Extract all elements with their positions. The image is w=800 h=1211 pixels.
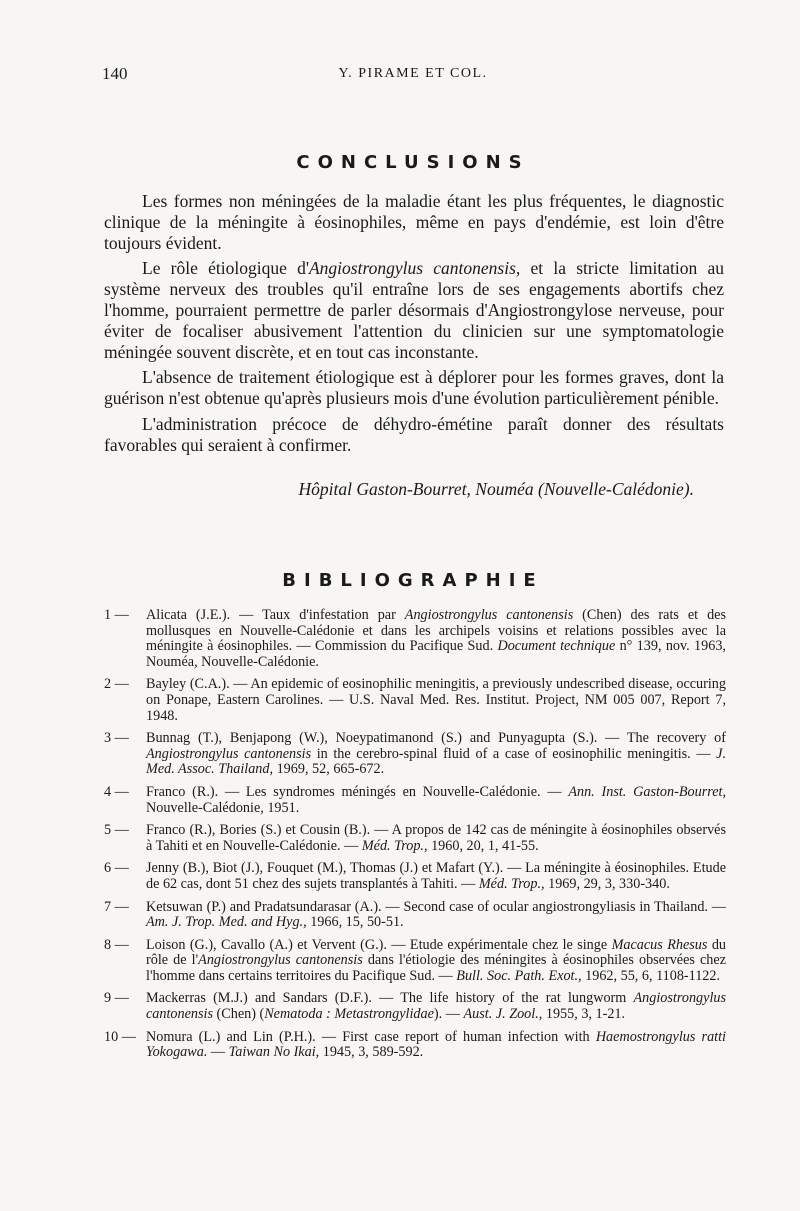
bibliography-italic-segment: Angiostrongylus cantonensis [146,745,312,762]
bibliography-entry [104,731,726,778]
bibliography-italic-segment: Angiostrongylus cantonensis [404,607,574,623]
bibliography-entry [104,861,726,892]
bibliography-entry [104,991,726,1022]
bibliography-italic-segment: Méd. Trop., [361,837,428,854]
running-head: Y. PIRAME ET COL. [338,66,488,81]
bibliography-text-segment: 1966, 15, 50-51. [306,914,404,931]
bibliography-italic-segment: Ann. Inst. Gaston-Bourret, [568,783,726,800]
page-header [102,64,724,86]
bibliography-text-segment: in the cerebro-spinal fluid of a case of eosinophilic meningitis. — [311,745,717,762]
bibliography-italic-segment: Haemostrongylus ratti Yokogawa. [146,1028,726,1061]
bibliography-text-segment: du rôle de l' [146,936,727,969]
bibliography-list [104,608,726,1068]
bibliography-entry [104,785,726,816]
bibliography-text-segment: Nomura (L.) and Lin (P.H.). — First case report of human infection with [146,1028,596,1045]
bibliography-text-segment: 1960, 20, 1, 41-55. [427,837,539,854]
bibliography-title: BIBLIOGRAPHIE [282,570,544,591]
bibliography-text-segment: Franco (R.), Bories (S.) et Cousin (B.). — A propos de 142 cas de méningite à éosinophiles observés à Tahiti et en Nouvelle-Calédonie. — [146,822,726,854]
conclusions-title: CONCLUSIONS [296,152,530,173]
bibliography-entry-number: 9 — [104,990,129,1007]
bibliography-entry-number: 4 — [104,783,129,800]
bibliography-text-segment: 1962, 55, 6, 1108-1122. [581,967,721,984]
bibliography-italic-segment: Angiostrongylus cantonensis [146,990,726,1023]
bibliography-text-segment: 1969, 29, 3, 330-340. [544,875,670,892]
bibliography-italic-segment: Document technique [497,638,616,655]
bibliography-entry-number: 5 — [104,822,129,839]
bibliography-entry-number: 2 — [104,676,129,693]
bibliography-text-segment: (Chen) ( [213,1006,265,1023]
bibliography-entry-number: 8 — [104,936,129,953]
conclusions-paragraph-3: L'absence de traitement étiologique est à déplorer pour les formes graves, dont la guérison n'est obtenue qu'après plusieurs mois d'une évolution particulièrement pénible. [104,367,724,409]
bibliography-text-segment: Bunnag (T.), Benjapong (W.), Noeypatimanond (S.) and Punyagupta (S.). — The recovery of [146,730,726,747]
bibliography-text-segment: Mackerras (M.J.) and Sandars (D.F.). — The life history of the rat lungworm [146,990,634,1007]
bibliography-italic-segment: Taiwan No Ikai, [228,1044,320,1061]
bibliography-entry [104,938,726,985]
bibliography-entry [104,900,726,931]
bibliography-italic-segment: Bull. Soc. Path. Exot., [456,967,582,984]
bibliography-entry [104,677,726,724]
bibliography-entry [104,823,726,854]
bibliography-entry-number: 7 — [104,898,129,915]
bibliography-italic-segment: Angiostrongylus cantonensis [198,952,363,969]
bibliography-entry-number: 1 — [104,607,129,623]
bibliography-text-segment: (Chen) des rats et des mollusques en Nouvelle-Calédonie et dans les archipels voisins et relations possibles avec la méningite à éosinophiles. — Commission du Pacifique Sud. [146,607,726,655]
bibliography-entry-number: 6 — [104,860,129,877]
bibliography-text-segment: ). — [433,1006,464,1023]
bibliography-text-segment: n° 139, nov. 1963, Nouméa, Nouvelle-Calédonie. [146,638,726,670]
bibliography-italic-segment: Aust. J. Zool., [463,1006,543,1023]
bibliography-entry [104,608,726,670]
bibliography-text-segment: dans l'étiologie des méningites à éosinophiles observées chez l'homme dans certains territoires du Pacifique Sud. — [146,952,726,984]
bibliography-text-segment: 1969, 52, 665-672. [273,761,385,778]
bibliography-entry [104,1030,726,1061]
p2-species-name: Angiostrongylus cantonensis, [308,258,521,279]
page-number: 140 [102,64,128,83]
conclusions-paragraph-4: L'administration précoce de déhydro-émétine paraît donner des résultats favorables qui seraient à confirmer. [104,413,724,455]
conclusions-paragraph-2 [104,258,724,362]
bibliography-entry-number: 3 — [104,730,129,747]
bibliography-italic-segment: Méd. Trop., [478,875,545,892]
affiliation: Hôpital Gaston-Bourret, Nouméa (Nouvelle-Calédonie). [298,479,694,499]
bibliography-text-segment: Bayley (C.A.). — An epidemic of eosinophilic meningitis, a previously undescribed disease, occuring on Ponape, Eastern Carolines. — U.S. Naval Med. Res. Institut. Project, NM 005 007, Report 7, 1948. [146,676,726,724]
bibliography-italic-segment: J. Med. Assoc. Thailand, [146,745,726,778]
bibliography-text-segment: Nouvelle-Calédonie, 1951. [146,799,300,816]
bibliography-text-segment: 1945, 3, 589-592. [319,1044,424,1061]
bibliography-text-segment: Ketsuwan (P.) and Pradatsundarasar (A.). — Second case of ocular angiostrongyliasis in Thailand. — [146,898,726,915]
bibliography-italic-segment: Macacus Rhesus [611,936,708,953]
bibliography-text-segment: Loison (G.), Cavallo (A.) et Vervent (G.). — Etude expérimentale chez le singe [146,936,612,953]
bibliography-text-segment: 1955, 3, 1-21. [542,1006,626,1023]
bibliography-entry-number: 10 — [104,1028,136,1045]
p2-text-a: Le rôle étiologique d' [142,258,309,279]
bibliography-text-segment: Franco (R.). — Les syndromes méningés en Nouvelle-Calédonie. — [146,783,569,800]
conclusions-body [104,191,724,461]
bibliography-text-segment: Alicata (J.E.). — Taux d'infestation par [146,607,405,623]
bibliography-text-segment: — [207,1044,229,1061]
bibliography-italic-segment: Am. J. Trop. Med. and Hyg., [146,914,307,931]
p2-text-c: et la stricte limitation au système nerveux des troubles qu'il entraîne lors de ses engagements abortifs chez l'homme, pourraient permettre de parler désormais d'Angiostrongylose nerveuse, pour éviter de focaliser abusivement l'attention du clinicien sur une symptomatologie méningée souvent discrète, et en tout cas inconstante. [104,258,724,362]
bibliography-italic-segment: Nematoda : Metastrongylidae [264,1006,434,1023]
bibliography-text-segment: Jenny (B.), Biot (J.), Fouquet (M.), Thomas (J.) et Mafart (Y.). — La méningite à éosinophiles. Etude de 62 cas, dont 51 chez des sujets transplantés à Tahiti. — [146,860,726,892]
conclusions-paragraph-1: Les formes non méningées de la maladie étant les plus fréquentes, le diagnostic clinique de la méningite à éosinophiles, même en pays d'endémie, est loin d'être toujours évident. [104,191,724,253]
